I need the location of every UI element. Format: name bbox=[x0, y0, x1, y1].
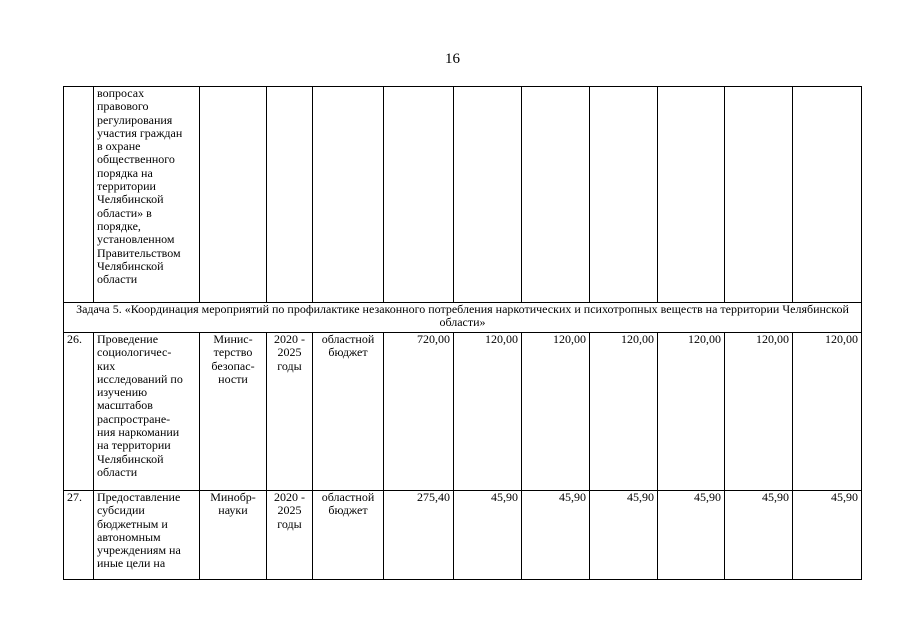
executor-line: Минис- bbox=[213, 332, 253, 346]
value-year: 120,00 bbox=[793, 333, 862, 491]
executor-cell bbox=[200, 333, 267, 491]
measure-name-line: Челябинской bbox=[97, 192, 164, 207]
measure-name-line: Челябинской bbox=[97, 451, 164, 466]
executor-cell bbox=[200, 87, 267, 303]
measure-name-line: вопросах bbox=[97, 86, 145, 100]
value-year: 45,90 bbox=[522, 491, 590, 580]
measure-name-line: ния наркомании bbox=[97, 425, 180, 440]
measure-name-line: Предоставление bbox=[97, 490, 181, 504]
table-row-continuation bbox=[64, 87, 862, 303]
source-line: бюджет bbox=[328, 503, 368, 518]
measure-name-line: Проведение bbox=[97, 332, 159, 346]
period-cell bbox=[267, 333, 313, 491]
value-year: 120,00 bbox=[454, 333, 522, 491]
value-cell bbox=[522, 87, 590, 303]
measure-name-line: субсидии bbox=[97, 503, 145, 518]
measure-name-line: на территории bbox=[97, 438, 171, 453]
measure-name-line: области» в bbox=[97, 205, 152, 220]
measure-name-line: бюджетным и bbox=[97, 516, 168, 531]
program-table bbox=[63, 86, 862, 580]
measure-name-line: учреждениям на bbox=[97, 543, 181, 558]
table-row bbox=[64, 491, 862, 580]
measure-name-line: области bbox=[97, 272, 138, 287]
executor-line: науки bbox=[218, 503, 248, 518]
measure-name-line: исследований по bbox=[97, 371, 183, 386]
measure-name-line: ких bbox=[97, 358, 116, 373]
measure-name-line: автономным bbox=[97, 529, 161, 544]
measure-name-line: изучению bbox=[97, 385, 148, 400]
source-line: областной bbox=[321, 332, 375, 346]
executor-line: терство bbox=[213, 345, 253, 360]
period-line: 2020 - bbox=[274, 490, 305, 504]
value-year: 120,00 bbox=[590, 333, 658, 491]
value-year: 45,90 bbox=[725, 491, 793, 580]
row-number: 27. bbox=[64, 491, 94, 580]
executor-cell bbox=[200, 491, 267, 580]
measure-name-line: Правительством bbox=[97, 245, 181, 260]
source-line: бюджет bbox=[328, 345, 368, 360]
measure-name-line: территории bbox=[97, 179, 156, 194]
measure-name-line: установленном bbox=[97, 232, 175, 247]
value-cell bbox=[590, 87, 658, 303]
measure-name-line: Челябинской bbox=[97, 258, 164, 273]
value-year: 120,00 bbox=[522, 333, 590, 491]
measure-name-line: участия граждан bbox=[97, 125, 183, 140]
period-cell bbox=[267, 491, 313, 580]
measure-name-line: порядка на bbox=[97, 165, 153, 180]
value-cell bbox=[725, 87, 793, 303]
period-line: 2025 bbox=[277, 345, 302, 360]
measure-name-line: общественного bbox=[97, 152, 175, 167]
value-total: 720,00 bbox=[384, 333, 454, 491]
measure-name-line: в охране bbox=[97, 139, 141, 154]
period-line: годы bbox=[277, 358, 302, 373]
measure-name-line: порядке, bbox=[97, 218, 141, 233]
row-number: 26. bbox=[64, 333, 94, 491]
task-heading: Задача 5. «Координация мероприятий по профилактике незаконного потребления наркотических и психотропных веществ на территории Челябинской области» bbox=[64, 303, 862, 333]
table-row-task bbox=[64, 303, 862, 333]
source-cell bbox=[313, 491, 384, 580]
measure-name-line: распростране- bbox=[97, 411, 171, 426]
value-year: 120,00 bbox=[658, 333, 725, 491]
value-cell bbox=[658, 87, 725, 303]
measure-name-line: области bbox=[97, 464, 138, 479]
measure-name bbox=[94, 87, 200, 303]
source-cell bbox=[313, 333, 384, 491]
executor-line: ности bbox=[218, 371, 248, 386]
executor-line: безопас- bbox=[211, 358, 255, 373]
value-year: 45,90 bbox=[658, 491, 725, 580]
measure-name-line: правового bbox=[97, 99, 149, 114]
period-line: 2025 bbox=[277, 503, 302, 518]
value-cell bbox=[454, 87, 522, 303]
measure-name bbox=[94, 491, 200, 580]
page-number: 16 bbox=[445, 51, 460, 67]
value-cell bbox=[384, 87, 454, 303]
value-year: 45,90 bbox=[454, 491, 522, 580]
measure-name-line: регулирования bbox=[97, 112, 173, 127]
measure-name-line: масштабов bbox=[97, 398, 153, 413]
value-cell bbox=[793, 87, 862, 303]
measure-name-line: иные цели на bbox=[97, 556, 166, 571]
measure-name-line: социологичес- bbox=[97, 345, 172, 360]
period-line: 2020 - bbox=[274, 332, 305, 346]
period-line: годы bbox=[277, 516, 302, 531]
executor-line: Минобр- bbox=[210, 490, 256, 504]
measure-name bbox=[94, 333, 200, 491]
value-year: 45,90 bbox=[590, 491, 658, 580]
value-year: 120,00 bbox=[725, 333, 793, 491]
row-number bbox=[64, 87, 94, 303]
source-line: областной bbox=[321, 490, 375, 504]
table-row bbox=[64, 333, 862, 491]
value-total: 275,40 bbox=[384, 491, 454, 580]
value-year: 45,90 bbox=[793, 491, 862, 580]
period-cell bbox=[267, 87, 313, 303]
source-cell bbox=[313, 87, 384, 303]
